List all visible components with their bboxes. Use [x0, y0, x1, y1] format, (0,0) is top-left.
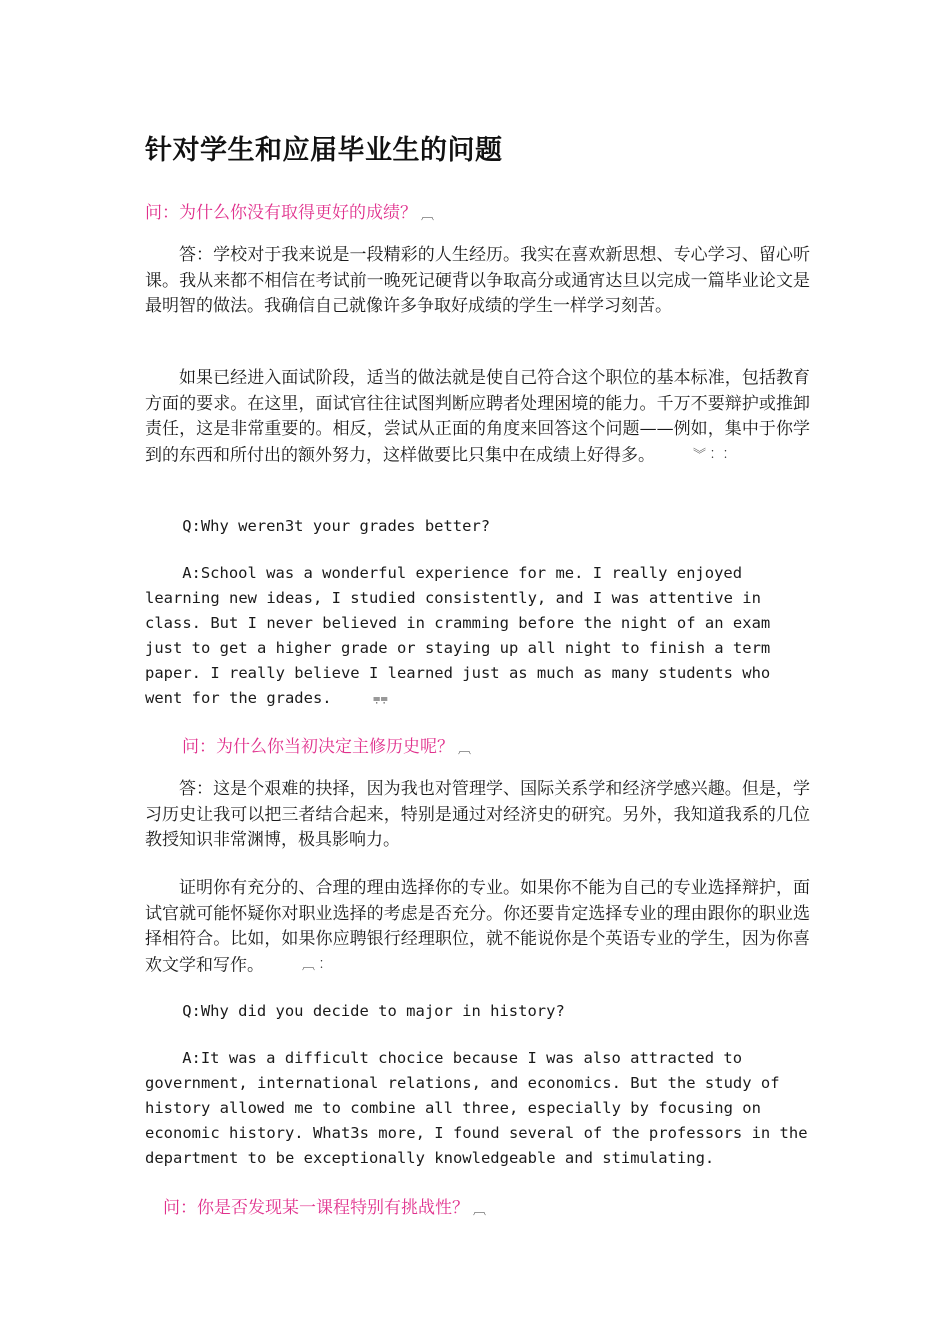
- answer-1-cn: 答：学校对于我来说是一段精彩的人生经历。我实在喜欢新思想、专心学习、留心听课。我从来都不相信在考试前一晚死记硬背以争取高分或通宵达旦以完成一篇毕业论文是最明智的做法。我确信自己就像许多争取好成绩的学生一样学习刻苦。: [145, 245, 810, 316]
- question-2: [182, 732, 471, 757]
- advice-1-cn: [145, 366, 810, 468]
- question-1-text: 问：为什么你没有取得更好的成绩？: [145, 203, 417, 223]
- advice-1-mark: ︾︰︰: [693, 447, 733, 463]
- question-3-mark: ︹: [473, 1203, 487, 1218]
- question-2-mark: ︹: [458, 742, 472, 757]
- question-1-en: Q:Why weren3t your grades better?: [182, 517, 491, 535]
- answer-1-en-mark: ⩦⩦: [372, 691, 389, 706]
- question-2-text: 问：为什么你当初决定主修历史呢？: [182, 737, 454, 757]
- answer-1-en-text: A:School was a wonderful experience for me. I really enjoyed learning new ideas, I studied consistently, and I was attentive in class. But I never believed in cramming before the night of an exam just to get a higher grade or staying up all night to finish a term paper. I really believe I learned just as much as many students who went for the grades.: [145, 564, 780, 707]
- advice-2-text: 证明你有充分的、合理的理由选择你的专业。如果你不能为自己的专业选择辩护，面试官就可能怀疑你对职业选择的考虑是否充分。你还要肯定选择专业的理由跟你的职业选择相符合。比如，如果你应聘银行经理职位，就不能说你是个英语专业的学生，因为你喜欢文学和写作。: [145, 878, 810, 975]
- question-3: [163, 1193, 486, 1218]
- answer-2-cn: 答：这是个艰难的抉择，因为我也对管理学、国际关系学和经济学感兴趣。但是，学习历史让我可以把三者结合起来，特别是通过对经济史的研究。另外，我知道我系的几位教授知识非常渊博，极具影响力。: [145, 779, 810, 850]
- question-3-text: 问：你是否发现某一课程特别有挑战性？: [163, 1198, 469, 1218]
- advice-2-cn: [145, 876, 810, 978]
- answer-1-en: [145, 561, 810, 711]
- document-title: 针对学生和应届毕业生的问题: [145, 135, 503, 166]
- question-2-en: Q:Why did you decide to major in history?: [182, 1002, 565, 1020]
- question-1: [145, 198, 434, 223]
- advice-1-text: 如果已经进入面试阶段，适当的做法就是使自己符合这个职位的基本标准，包括教育方面的要求。在这里，面试官往往试图判断应聘者处理困境的能力。千万不要辩护或推卸责任，这是非常重要的。相反，尝试从正面的角度来回答这个问题——例如，集中于你学到的东西和所付出的额外努力，这样做要比只集中在成绩上好得多。: [145, 368, 810, 465]
- answer-2-en: A:It was a difficult chocice because I was also attracted to government, international relations, and economics. But the study of history allowed me to combine all three, especially by focusing on economic history. What3s more, I found several of the professors in the department to be exceptionally knowledgeable and stimulating.: [145, 1049, 817, 1167]
- advice-2-mark: ︹︰: [302, 957, 329, 973]
- question-1-mark: ︹: [421, 208, 435, 223]
